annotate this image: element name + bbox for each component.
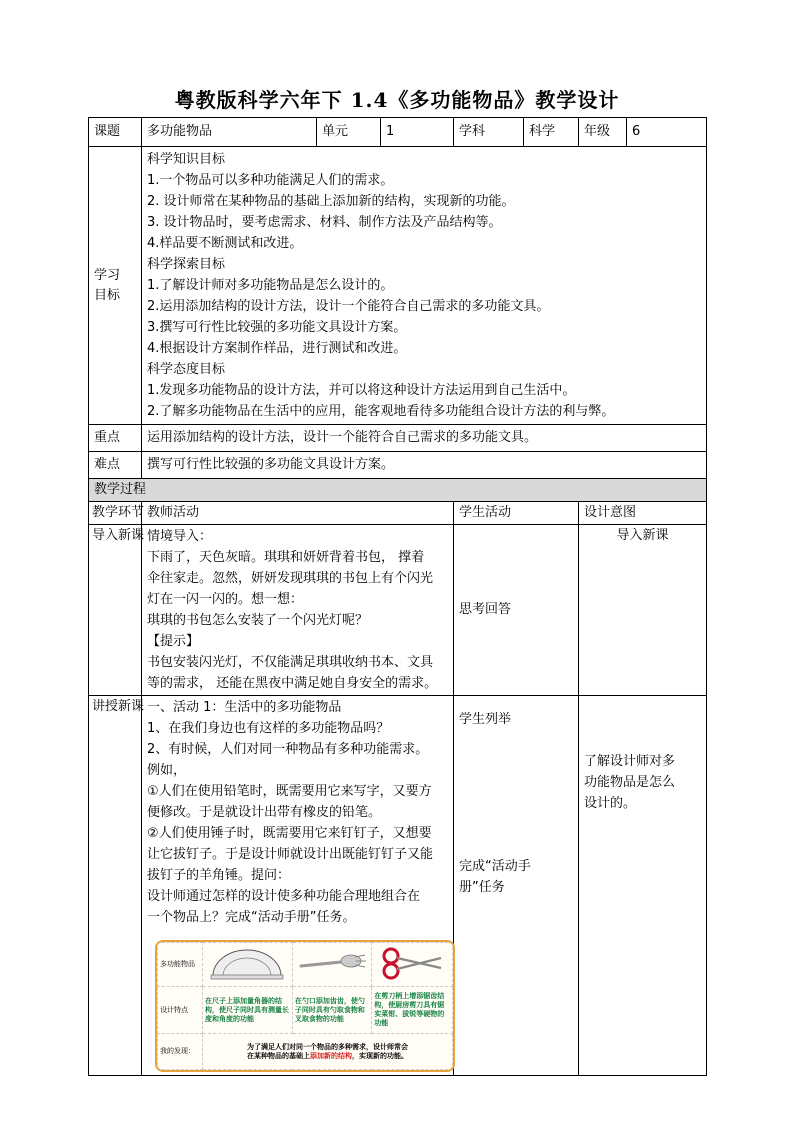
topic-label: 课题 (89, 118, 142, 147)
intro-row (89, 525, 707, 696)
goals-row (89, 147, 707, 425)
goal-line: 科学知识目标 (147, 152, 226, 167)
scissors-icon (372, 943, 453, 987)
key-point-label: 重点 (89, 425, 142, 452)
goal-line: 2.了解多功能物品在生活中的应用，能客观地看待多功能组合设计方法的利与弊。 (147, 404, 615, 419)
lesson-plan-table (88, 117, 707, 1076)
key-point-row (89, 425, 707, 452)
subject-value: 科学 (524, 118, 579, 147)
ws-row-label: 多功能物品 (158, 943, 203, 987)
goal-line: 1.了解设计师对多功能物品是怎么设计的。 (147, 278, 394, 293)
difficulty-text: 撰写可行性比较强的多功能文具设计方案。 (142, 452, 707, 479)
difficulty-row (89, 452, 707, 479)
feature-spoon: 在勺口添加齿齿，使勺子同时具有勺取食物和叉取食物的功能 (292, 987, 371, 1034)
goals-label: 学习目标 (89, 147, 142, 425)
lecture-teacher: 一、活动 1：生活中的多功能物品 1、在我们身边也有这样的多功能物品吗？ 2、有时候，人们对同一种物品有多种功能需求。 例如， ①人们在使用铅笔时，既需要用它来写字，又要方 便修改。于是就设计出带有橡皮的铅笔。 ②人们使用锤子时，既需要用它来钉钉子，又想要 让它拔钉子。于是设计师就设计出既能钉钉子又能 拔钉子的羊角锤。提问： 设计师通过怎样的设计使多种功能合理地组合在 一个物品上？完成“活动手册”任务。 多功能物品 设计特点 在尺子上添加量角器的结构，使尺子同时具有测量长度和角度的功能 在勺口添加齿齿，使勺子同时具有勺取食物和叉取食物的功能 在剪刀柄上增添锯齿结构，使厨房剪刀具有锯实菜钳、拔锐等硬物的功能 我的发现： 为了满足人们对同一个物品的多种需求，设计师常会 在某种物品的基础上添加新的结构，实现新的功能。 (142, 696, 454, 1076)
lecture-stage: 讲授新课 (89, 696, 142, 1076)
intro-teacher: 情境导入： 下雨了，天色灰暗。琪琪和妍妍背着书包， 撑着 伞往家走。忽然，妍妍发现琪琪的书包上有个闪光 灯在一闪一闪的。想一想： 琪琪的书包怎么安装了一个闪光灯呢？ 【提示】 书包安装闪光灯，不仅能满足琪琪收纳书本、文具 等的需求， 还能在黑夜中满足她自身安全的需求。 (142, 525, 454, 696)
activity-worksheet-image (155, 940, 455, 1072)
subject-label: 学科 (454, 118, 524, 147)
unit-value: 1 (381, 118, 454, 147)
feature-scissors: 在剪刀柄上增添锯齿结构，使厨房剪刀具有锯实菜钳、拔锐等硬物的功能 (372, 987, 453, 1034)
goal-line: 科学探索目标 (147, 257, 226, 272)
grade-value: 6 (627, 118, 707, 147)
ws-finding: 为了满足人们对同一个物品的多种需求，设计师常会 在某种物品的基础上添加新的结构，实现新的功能。 (203, 1034, 453, 1070)
goal-line: 4.根据设计方案制作样品，进行测试和改进。 (147, 341, 407, 356)
unit-label: 单元 (317, 118, 381, 147)
goal-line: 3.撰写可行性比较强的多功能文具设计方案。 (147, 320, 407, 335)
goal-line: 2. 设计师常在某种物品的基础上添加新的结构，实现新的功能。 (147, 194, 515, 209)
key-point-text: 运用添加结构的设计方法，设计一个能符合自己需求的多功能文具。 (142, 425, 707, 452)
topic-value: 多功能物品 (142, 118, 317, 147)
fork-spoon-icon (292, 943, 371, 987)
lecture-intent: 了解设计师对多 功能物品是怎么 设计的。 (579, 696, 707, 1076)
grade-label: 年级 (579, 118, 627, 147)
process-header: 教学过程 (89, 479, 707, 502)
ws-row-label: 我的发现： (158, 1034, 203, 1070)
col-teacher: 教师活动 (142, 502, 454, 525)
info-row (89, 118, 707, 147)
goals-content (142, 147, 707, 425)
feature-ruler: 在尺子上添加量角器的结构，使尺子同时具有测量长度和角度的功能 (203, 987, 293, 1034)
goal-line: 1.发现多功能物品的设计方法，并可以将这种设计方法运用到自己生活中。 (147, 383, 576, 398)
lecture-student: 学生列举 完成“活动手 册”任务 (454, 696, 579, 1076)
goal-line: 1.一个物品可以多种功能满足人们的需求。 (147, 173, 394, 188)
col-student: 学生活动 (454, 502, 579, 525)
protractor-ruler-icon (203, 943, 293, 987)
intro-student: 思考回答 (454, 525, 579, 696)
page-title: 粤教版科学六年下 1.4《多功能物品》教学设计 (174, 88, 620, 112)
goal-line: 4.样品要不断测试和改进。 (147, 236, 303, 251)
column-header-row (89, 502, 707, 525)
goal-line: 科学态度目标 (147, 362, 226, 377)
col-intent: 设计意图 (579, 502, 707, 525)
process-header-row (89, 479, 707, 502)
lecture-row (89, 696, 707, 1076)
col-stage: 教学环节 (89, 502, 142, 525)
difficulty-label: 难点 (89, 452, 142, 479)
goal-line: 2.运用添加结构的设计方法，设计一个能符合自己需求的多功能文具。 (147, 299, 550, 314)
intro-stage: 导入新课 (89, 525, 142, 696)
intro-intent: 导入新课 (579, 525, 707, 696)
ws-row-label: 设计特点 (158, 987, 203, 1034)
goal-line: 3. 设计物品时，要考虑需求、材料、制作方法及产品结构等。 (147, 215, 502, 230)
